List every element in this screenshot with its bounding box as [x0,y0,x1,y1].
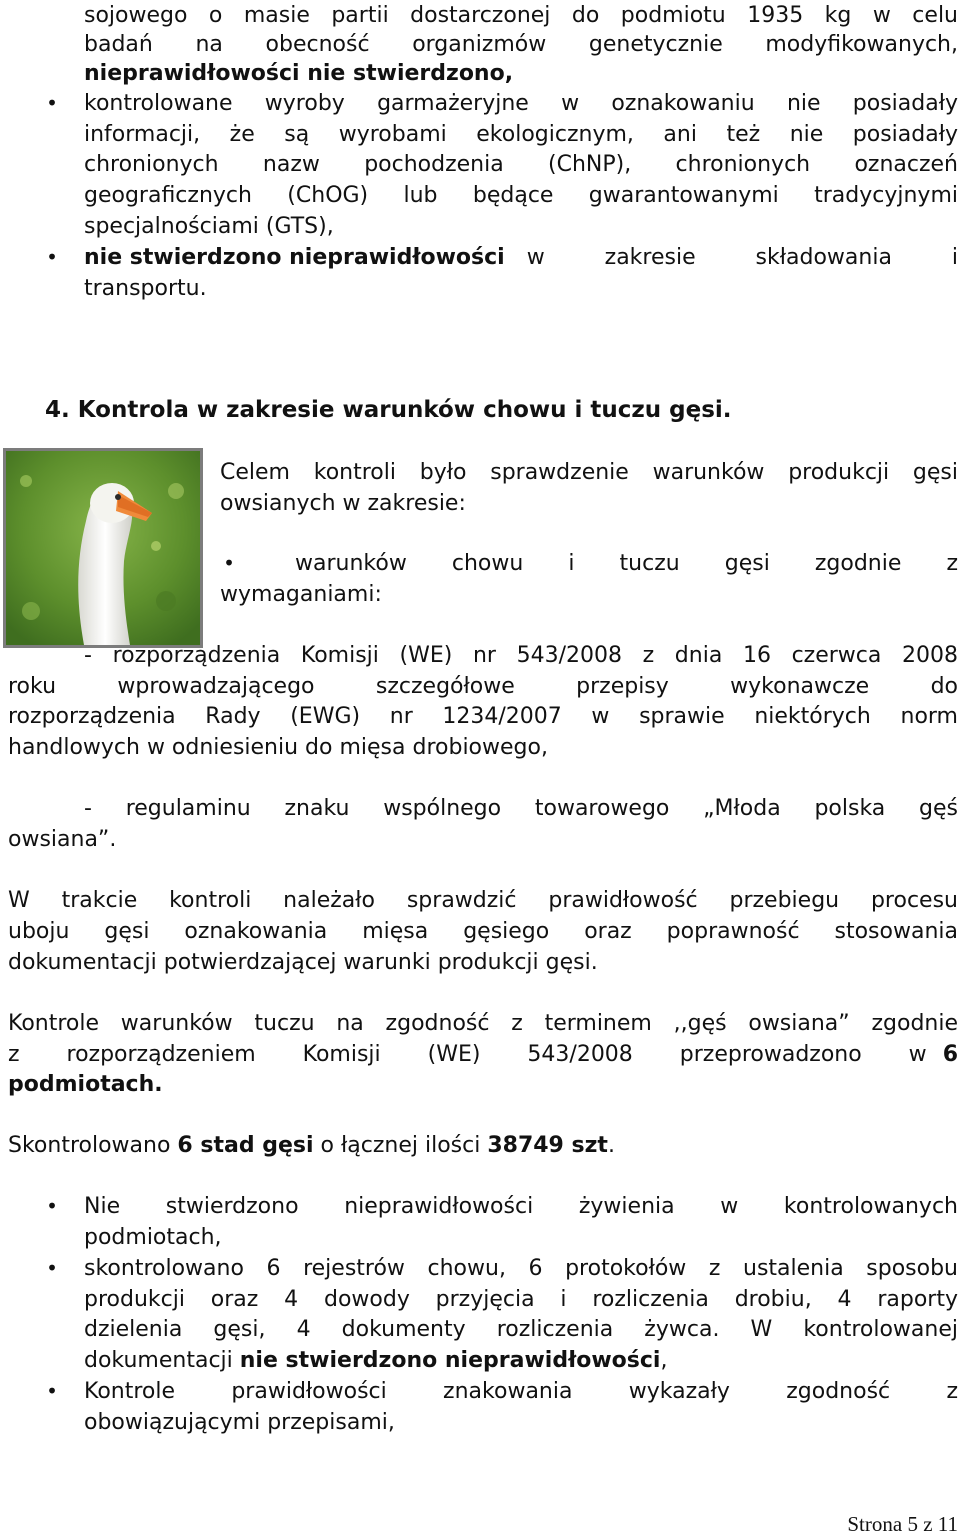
text-line-bold: nieprawidłowości nie stwierdzono, [84,61,514,86]
text-line: Celem kontroli było sprawdzenie warunków produkcji gęsi [220,460,958,485]
bullet-icon: • [46,1379,58,1403]
list-item-line: obowiązującymi przepisami, [84,1410,395,1435]
list-item-line: specjalnościami (GTS), [84,214,334,239]
bold-phrase: 38749 szt [487,1133,608,1158]
bullet-icon: • [223,551,235,575]
bold-number: 6 [942,1042,958,1067]
text-line: dokumentacji potwierdzającej warunki produkcji gęsi. [8,950,598,975]
list-item-line: dokumentacji nie stwierdzono nieprawidłowości, [84,1348,668,1373]
bullet-icon: • [46,1194,58,1218]
section-heading: 4. Kontrola w zakresie warunków chowu i tuczu gęsi. [45,397,732,423]
list-item-line: wymaganiami: [220,582,382,607]
text-line: badań na obecność organizmów genetycznie modyfikowanych, [84,32,958,57]
text-line: handlowych w odniesieniu do mięsa drobiowego, [8,735,548,760]
text-line: sojowego o masie partii dostarczonej do podmiotu 1935 kg w celu [84,3,958,28]
bold-phrase: nie stwierdzono nieprawidłowości [84,245,505,270]
text-line-bold: podmiotach. [8,1072,163,1097]
bullet-icon: • [46,1256,58,1280]
text-run: w zakresie składowania i [526,245,958,270]
goose-photo [3,448,203,648]
text-line [8,1039,958,1070]
text-line: rozporządzenia Rady (EWG) nr 1234/2007 w sprawie niektórych norm [8,704,958,729]
list-item-line: dzielenia gęsi, 4 dokumenty rozliczenia żywca. W kontrolowanej [84,1317,958,1342]
list-item-line: transportu. [84,276,207,301]
text-line: Kontrole warunków tuczu na zgodność z terminem ,,gęś owsiana” zgodnie [8,1011,958,1036]
text-line: - rozporządzenia Komisji (WE) nr 543/2008 z dnia 16 czerwca 2008 [84,643,958,668]
list-item-line: Kontrole prawidłowości znakowania wykazały zgodność z [84,1379,958,1404]
text-line: owsianych w zakresie: [220,491,466,516]
list-item-line: informacji, że są wyrobami ekologicznym, ani też nie posiadały [84,122,958,147]
text-line: - regulaminu znaku wspólnego towarowego „Młoda polska gęś [84,796,958,821]
text-run: z rozporządzeniem Komisji (WE) 543/2008 przeprowadzono w [8,1042,927,1067]
text-line: W trakcie kontroli należało sprawdzić prawidłowość przebiegu procesu [8,888,958,913]
bullet-icon: • [46,245,58,269]
text-line: roku wprowadzającego szczegółowe przepisy wykonawcze do [8,674,958,699]
goose-icon [6,451,200,645]
bold-phrase: nie stwierdzono nieprawidłowości [239,1348,661,1373]
bullet-icon: • [46,91,58,115]
page-number: Strona 5 z 11 [847,1512,958,1536]
list-item-line: podmiotach, [84,1225,222,1250]
list-item-line: produkcji oraz 4 dowody przyjęcia i rozliczenia drobiu, 4 raporty [84,1287,958,1312]
text-line: Skontrolowano 6 stad gęsi o łącznej ilości 38749 szt. [8,1133,615,1158]
list-item-line: Nie stwierdzono nieprawidłowości żywienia w kontrolowanych [84,1194,958,1219]
list-item-line: geograficznych (ChOG) lub będące gwarantowanymi tradycyjnymi [84,183,958,208]
list-item-line: skontrolowano 6 rejestrów chowu, 6 protokołów z ustalenia sposobu [84,1256,958,1281]
list-item-line: chronionych nazw pochodzenia (ChNP), chronionych oznaczeń [84,152,958,177]
text-line: uboju gęsi oznakowania mięsa gęsiego oraz poprawność stosowania [8,919,958,944]
list-item-line: warunków chowu i tuczu gęsi zgodnie z [295,551,958,576]
bold-phrase: 6 stad gęsi [177,1133,314,1158]
list-item-line [84,242,958,273]
list-item-line: kontrolowane wyroby garmażeryjne w oznakowaniu nie posiadały [84,91,958,116]
text-line: owsiana”. [8,827,117,852]
